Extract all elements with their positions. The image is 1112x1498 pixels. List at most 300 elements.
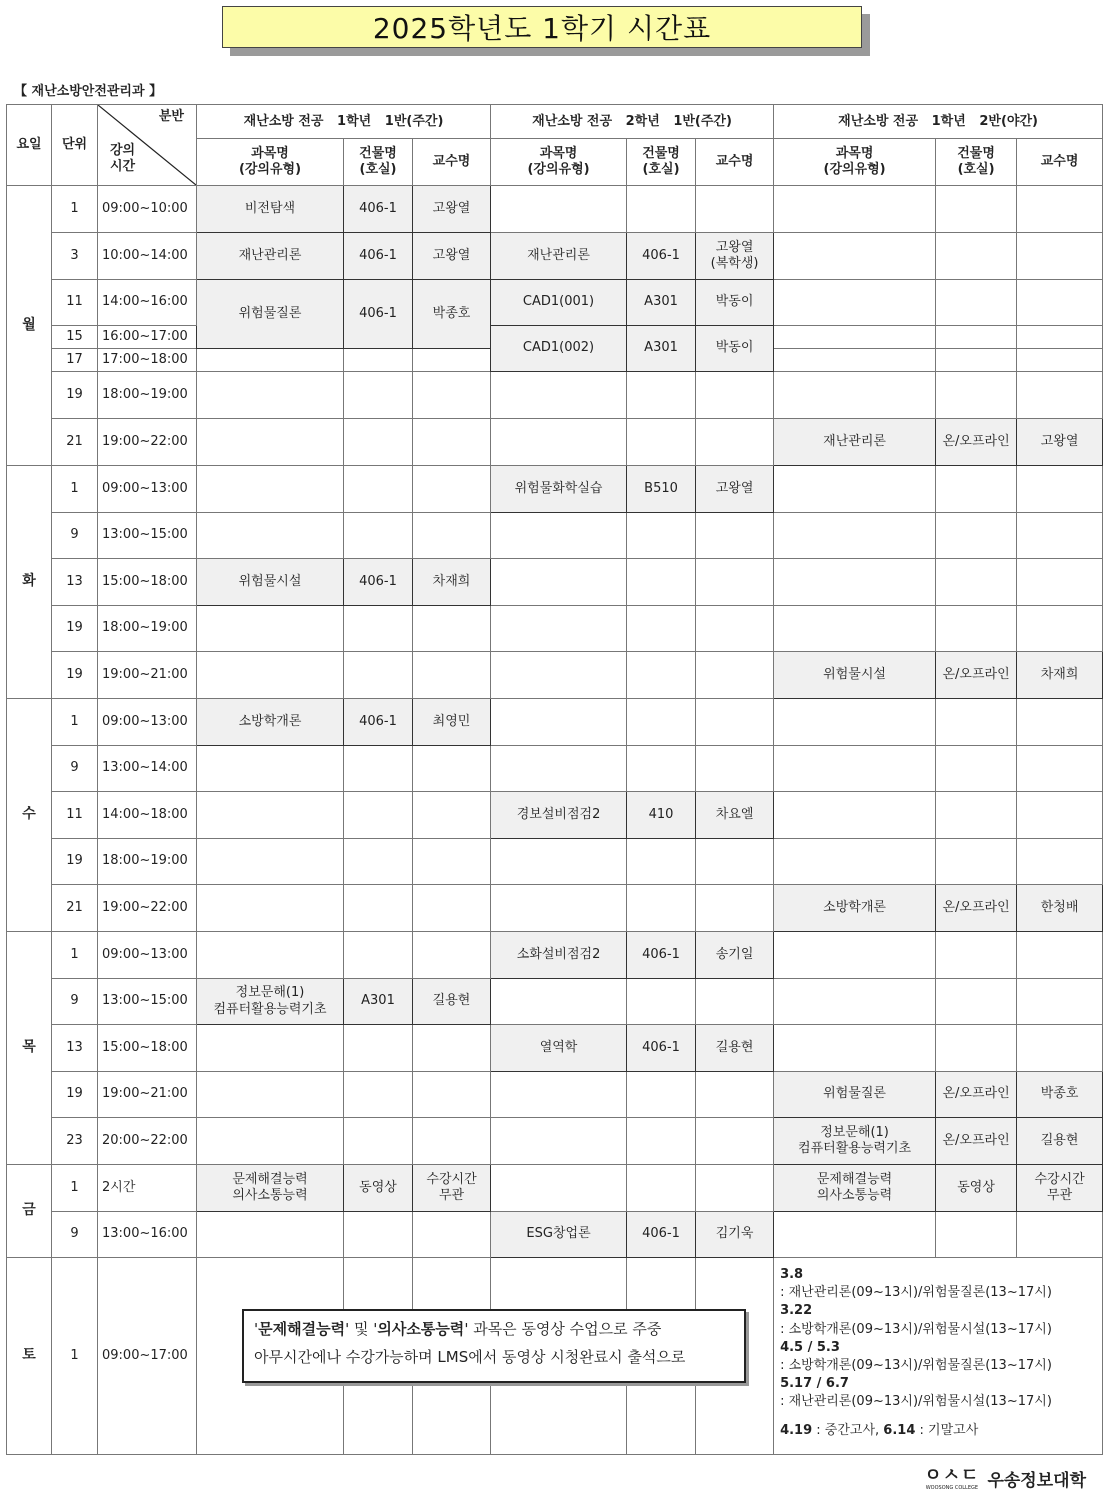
time-cell: 14:00~18:00 [98, 792, 197, 839]
group2-empty-cell [627, 839, 696, 885]
group1-prof-cell: 고왕열 [413, 186, 491, 233]
group2-room-cell: A301 [627, 280, 696, 326]
timetable-row [7, 1118, 1103, 1165]
timetable-row [7, 186, 1103, 233]
time-cell: 13:00~15:00 [98, 513, 197, 559]
room-header: 건물명 (호실) [627, 139, 696, 186]
group1-empty-cell [413, 839, 491, 885]
course-header: 과목명 (강의유형) [491, 139, 627, 186]
group2-empty-cell [491, 699, 627, 746]
time-cell: 19:00~21:00 [98, 652, 197, 699]
group1-empty-cell [197, 1072, 344, 1118]
group2-empty-cell [491, 979, 627, 1025]
group1-empty-cell [344, 1212, 413, 1258]
group3-empty-cell [1017, 932, 1103, 979]
group1-empty-cell [344, 466, 413, 513]
timetable-row [7, 466, 1103, 513]
saturday-note-detail: : 소방학개론(09~13시)/위험물시설(13~17시) [780, 1321, 1052, 1337]
room-header: 건물명 (호실) [344, 139, 413, 186]
exam-note-part: 4.19 [780, 1422, 813, 1438]
group2-room-cell: 406-1 [627, 932, 696, 979]
time-cell: 18:00~19:00 [98, 839, 197, 885]
timetable-row [7, 1165, 1103, 1212]
group3-empty-cell [1017, 186, 1103, 233]
group-header-3: 재난소방 전공 1학년 2반(야간) [774, 105, 1103, 139]
saturday-note-date: 5.17 / 6.7 [780, 1376, 849, 1392]
group1-empty-cell [197, 466, 344, 513]
group1-empty-cell [413, 1118, 491, 1165]
time-cell: 14:00~16:00 [98, 280, 197, 326]
video-course-notice [242, 1309, 746, 1383]
time-cell: 15:00~18:00 [98, 1025, 197, 1072]
group2-prof-cell: 차요엘 [696, 792, 774, 839]
group1-prof-cell: 길용현 [413, 979, 491, 1025]
group2-course-cell: 재난관리론 [491, 233, 627, 280]
group2-room-cell: 406-1 [627, 1025, 696, 1072]
unit-cell: 1 [52, 1258, 98, 1455]
group1-empty-cell [344, 746, 413, 792]
group1-course-cell: 비전탐색 [197, 186, 344, 233]
group1-prof-cell: 수강시간 무관 [413, 1165, 491, 1212]
group3-empty-cell [936, 233, 1017, 280]
group3-empty-cell [774, 699, 936, 746]
header-day: 요일 [7, 105, 52, 186]
group2-empty-cell [627, 652, 696, 699]
room-header: 건물명 (호실) [936, 139, 1017, 186]
group3-course-cell: 위험물시설 [774, 652, 936, 699]
time-cell: 2시간 [98, 1165, 197, 1212]
unit-cell: 19 [52, 372, 98, 419]
group1-course-cell: 위험물질론 [197, 280, 344, 349]
group1-empty-cell [344, 372, 413, 419]
group3-empty-cell [774, 839, 936, 885]
group3-empty-cell [936, 349, 1017, 372]
group2-empty-cell [627, 746, 696, 792]
unit-cell: 23 [52, 1118, 98, 1165]
group3-room-cell: 온/오프라인 [936, 1072, 1017, 1118]
group2-empty-cell [491, 885, 627, 932]
exam-note [780, 1422, 1098, 1440]
time-cell: 17:00~18:00 [98, 349, 197, 372]
group3-empty-cell [1017, 372, 1103, 419]
group3-empty-cell [936, 1025, 1017, 1072]
time-cell: 19:00~22:00 [98, 419, 197, 466]
group1-room-cell: 406-1 [344, 699, 413, 746]
group3-empty-cell [774, 280, 936, 326]
group2-empty-cell [627, 606, 696, 652]
group1-prof-cell: 차재희 [413, 559, 491, 606]
group3-empty-cell [774, 349, 936, 372]
group1-empty-cell [344, 839, 413, 885]
unit-cell: 1 [52, 699, 98, 746]
time-cell: 18:00~19:00 [98, 372, 197, 419]
group1-empty-cell [197, 885, 344, 932]
group2-prof-cell: 송기일 [696, 932, 774, 979]
timetable-row [7, 1212, 1103, 1258]
group3-empty-cell [1017, 1025, 1103, 1072]
group3-empty-cell [774, 326, 936, 349]
group3-empty-cell [936, 606, 1017, 652]
timetable-row [7, 699, 1103, 746]
group3-empty-cell [1017, 326, 1103, 349]
group1-empty-cell [197, 932, 344, 979]
group2-empty-cell [491, 1118, 627, 1165]
group1-room-cell: 406-1 [344, 280, 413, 349]
group1-empty-cell [413, 466, 491, 513]
group3-empty-cell [774, 1025, 936, 1072]
group3-prof-cell: 수강시간 무관 [1017, 1165, 1103, 1212]
group3-empty-cell [1017, 606, 1103, 652]
course-header: 과목명 (강의유형) [774, 139, 936, 186]
group3-empty-cell [774, 932, 936, 979]
group3-empty-cell [1017, 839, 1103, 885]
group2-empty-cell [491, 746, 627, 792]
group1-empty-cell [197, 652, 344, 699]
group2-empty-cell [696, 699, 774, 746]
group3-prof-cell: 한청배 [1017, 885, 1103, 932]
group1-empty-cell [413, 372, 491, 419]
saturday-note-date: 3.8 [780, 1267, 804, 1282]
notice-text: ' 및 ' [345, 1320, 378, 1338]
timetable-row [7, 606, 1103, 652]
group2-empty-cell [627, 699, 696, 746]
time-cell: 13:00~14:00 [98, 746, 197, 792]
group1-empty-cell [344, 419, 413, 466]
unit-cell: 21 [52, 885, 98, 932]
exam-note-part: : 기말고사 [915, 1422, 979, 1438]
timetable-row [7, 979, 1103, 1025]
group2-room-cell: B510 [627, 466, 696, 513]
day-label-fri: 금 [7, 1165, 52, 1258]
unit-cell: 11 [52, 792, 98, 839]
group3-empty-cell [936, 1212, 1017, 1258]
group1-empty-cell [344, 1025, 413, 1072]
group3-empty-cell [1017, 280, 1103, 326]
group2-empty-cell [627, 559, 696, 606]
group2-empty-cell [696, 559, 774, 606]
group3-empty-cell [1017, 233, 1103, 280]
saturday-note-detail: : 재난관리론(09~13시)/위험물시설(13~17시) [780, 1394, 1052, 1410]
group1-course-cell: 재난관리론 [197, 233, 344, 280]
group3-room-cell: 온/오프라인 [936, 885, 1017, 932]
group3-empty-cell [774, 233, 936, 280]
group1-room-cell: 406-1 [344, 186, 413, 233]
group2-empty-cell [627, 1072, 696, 1118]
group3-course-cell: 정보문해(1) 컴퓨터활용능력기초 [774, 1118, 936, 1165]
group2-empty-cell [627, 186, 696, 233]
unit-cell: 19 [52, 606, 98, 652]
group1-empty-cell [413, 1072, 491, 1118]
group3-empty-cell [774, 792, 936, 839]
group2-prof-cell: 김기욱 [696, 1212, 774, 1258]
group2-empty-cell [627, 419, 696, 466]
group2-empty-cell [696, 419, 774, 466]
unit-cell: 15 [52, 326, 98, 349]
group1-empty-cell [413, 419, 491, 466]
notice-bold-2: 의사소통능력 [377, 1320, 465, 1338]
timetable-row [7, 326, 1103, 349]
group1-course-cell: 소방학개론 [197, 699, 344, 746]
group1-empty-cell [344, 1118, 413, 1165]
group1-prof-cell: 박종호 [413, 280, 491, 349]
unit-cell: 1 [52, 932, 98, 979]
professor-header: 교수명 [1017, 139, 1103, 186]
group2-empty-cell [491, 419, 627, 466]
group2-empty-cell [696, 1118, 774, 1165]
exam-note-part: : 중간고사, [812, 1422, 884, 1438]
saturday-note-date: 3.22 [780, 1303, 813, 1319]
timetable-row [7, 233, 1103, 280]
saturday-note-detail: : 재난관리론(09~13시)/위험물질론(13~17시) [780, 1285, 1052, 1301]
group1-empty-cell [197, 1025, 344, 1072]
group1-empty-cell [413, 1212, 491, 1258]
group3-empty-cell [774, 466, 936, 513]
group2-course-cell: CAD1(002) [491, 326, 627, 372]
group2-room-cell: 406-1 [627, 233, 696, 280]
group1-course-cell: 정보문해(1) 컴퓨터활용능력기초 [197, 979, 344, 1025]
unit-cell: 19 [52, 839, 98, 885]
page-title: 2025학년도 1학기 시간표 [222, 6, 862, 48]
unit-cell: 19 [52, 1072, 98, 1118]
day-label-tue: 화 [7, 466, 52, 699]
group2-empty-cell [696, 513, 774, 559]
group1-empty-cell [413, 792, 491, 839]
group2-empty-cell [627, 513, 696, 559]
unit-cell: 9 [52, 746, 98, 792]
group3-empty-cell [1017, 792, 1103, 839]
group1-room-cell: 406-1 [344, 233, 413, 280]
group3-room-cell: 온/오프라인 [936, 1118, 1017, 1165]
group2-prof-cell: 길용현 [696, 1025, 774, 1072]
time-cell: 09:00~13:00 [98, 466, 197, 513]
header-diagonal [98, 105, 197, 186]
notice-text: ' 과목은 동영상 수업으로 주중 [464, 1320, 662, 1338]
group3-empty-cell [936, 466, 1017, 513]
group2-prof-cell: 고왕열 (복학생) [696, 233, 774, 280]
group2-empty-cell [491, 186, 627, 233]
group1-empty-cell [197, 606, 344, 652]
group2-empty-cell [627, 979, 696, 1025]
exam-note-part: 6.14 [883, 1422, 916, 1438]
timetable-row [7, 372, 1103, 419]
group3-prof-cell: 고왕열 [1017, 419, 1103, 466]
time-cell: 15:00~18:00 [98, 559, 197, 606]
group3-empty-cell [936, 513, 1017, 559]
group2-empty-cell [491, 606, 627, 652]
group1-empty-cell [413, 746, 491, 792]
time-cell: 09:00~13:00 [98, 699, 197, 746]
group2-empty-cell [696, 372, 774, 419]
saturday-notes [774, 1258, 1103, 1455]
group1-empty-cell [344, 1072, 413, 1118]
unit-cell: 1 [52, 186, 98, 233]
group-header-1: 재난소방 전공 1학년 1반(주간) [197, 105, 491, 139]
group1-course-cell: 위험물시설 [197, 559, 344, 606]
group2-course-cell: 위험물화학실습 [491, 466, 627, 513]
logo-mark-icon [924, 1464, 980, 1491]
unit-cell: 13 [52, 1025, 98, 1072]
header-bunban: 분반 [158, 109, 184, 124]
time-cell: 20:00~22:00 [98, 1118, 197, 1165]
day-label-wed: 수 [7, 699, 52, 932]
group3-empty-cell [774, 186, 936, 233]
course-header: 과목명 (강의유형) [197, 139, 344, 186]
unit-cell: 19 [52, 652, 98, 699]
time-cell: 10:00~14:00 [98, 233, 197, 280]
group1-empty-cell [413, 606, 491, 652]
group1-prof-cell: 최영민 [413, 699, 491, 746]
group3-empty-cell [936, 839, 1017, 885]
unit-cell: 21 [52, 419, 98, 466]
header-unit: 단위 [52, 105, 98, 186]
group1-empty-cell [197, 419, 344, 466]
group2-course-cell: CAD1(001) [491, 280, 627, 326]
group2-room-cell: A301 [627, 326, 696, 372]
unit-cell: 9 [52, 513, 98, 559]
group2-empty-cell [696, 746, 774, 792]
group3-empty-cell [1017, 513, 1103, 559]
day-label-mon: 월 [7, 186, 52, 466]
time-cell: 13:00~15:00 [98, 979, 197, 1025]
group1-empty-cell [413, 932, 491, 979]
group1-empty-cell [344, 513, 413, 559]
group3-prof-cell: 박종호 [1017, 1072, 1103, 1118]
group3-empty-cell [1017, 979, 1103, 1025]
group2-empty-cell [491, 1072, 627, 1118]
group2-room-cell: 410 [627, 792, 696, 839]
group-header-2: 재난소방 전공 2학년 1반(주간) [491, 105, 774, 139]
group1-empty-cell [197, 1118, 344, 1165]
group1-empty-cell [344, 606, 413, 652]
group3-course-cell: 문제해결능력 의사소통능력 [774, 1165, 936, 1212]
notice-line-1 [254, 1315, 734, 1343]
logo-mark: ㅇㅅㄷ [924, 1464, 980, 1486]
group3-empty-cell [936, 186, 1017, 233]
title-banner [222, 6, 862, 48]
group2-course-cell: 경보설비점검2 [491, 792, 627, 839]
timetable-row [7, 280, 1103, 326]
time-cell: 09:00~13:00 [98, 932, 197, 979]
group1-empty-cell [197, 513, 344, 559]
group2-empty-cell [627, 1165, 696, 1212]
group2-prof-cell: 박동이 [696, 280, 774, 326]
time-cell: 09:00~10:00 [98, 186, 197, 233]
group3-empty-cell [936, 932, 1017, 979]
group1-course-cell: 문제해결능력 의사소통능력 [197, 1165, 344, 1212]
group3-empty-cell [936, 372, 1017, 419]
timetable-row [7, 1072, 1103, 1118]
college-name: 우송정보대학 [987, 1471, 1086, 1491]
group3-empty-cell [1017, 1212, 1103, 1258]
group2-empty-cell [491, 652, 627, 699]
logo-sub: WOOSONG COLLEGE [925, 1484, 979, 1491]
notice-bold-1: 문제해결능력 [258, 1320, 346, 1338]
department-label: 【 재난소방안전관리과 】 [14, 84, 163, 99]
group2-empty-cell [491, 839, 627, 885]
group2-empty-cell [491, 559, 627, 606]
group2-empty-cell [696, 839, 774, 885]
group1-empty-cell [413, 349, 491, 372]
group1-empty-cell [344, 792, 413, 839]
group1-empty-cell [344, 932, 413, 979]
timetable-row [7, 652, 1103, 699]
day-label-thu: 목 [7, 932, 52, 1165]
group3-course-cell: 재난관리론 [774, 419, 936, 466]
professor-header: 교수명 [413, 139, 491, 186]
group3-empty-cell [936, 979, 1017, 1025]
unit-cell: 1 [52, 1165, 98, 1212]
group2-empty-cell [696, 606, 774, 652]
group1-empty-cell [344, 349, 413, 372]
group2-course-cell: ESG창업론 [491, 1212, 627, 1258]
group2-empty-cell [696, 652, 774, 699]
group2-room-cell: 406-1 [627, 1212, 696, 1258]
group3-room-cell: 동영상 [936, 1165, 1017, 1212]
group3-empty-cell [774, 559, 936, 606]
timetable-row [7, 746, 1103, 792]
group2-prof-cell: 고왕열 [696, 466, 774, 513]
group2-empty-cell [491, 372, 627, 419]
group1-room-cell: A301 [344, 979, 413, 1025]
saturday-note-detail: : 소방학개론(09~13시)/위험물질론(13~17시) [780, 1357, 1052, 1373]
group1-empty-cell [413, 652, 491, 699]
group1-empty-cell [344, 885, 413, 932]
timetable-row [7, 419, 1103, 466]
group2-empty-cell [627, 372, 696, 419]
unit-cell: 9 [52, 1212, 98, 1258]
header-lecture-time: 강의 시간 [110, 143, 136, 174]
group2-empty-cell [696, 979, 774, 1025]
group1-empty-cell [197, 839, 344, 885]
timetable-row [7, 792, 1103, 839]
timetable-row [7, 885, 1103, 932]
group1-room-cell: 동영상 [344, 1165, 413, 1212]
group3-empty-cell [936, 559, 1017, 606]
group3-empty-cell [774, 1212, 936, 1258]
group3-empty-cell [1017, 559, 1103, 606]
group3-empty-cell [936, 326, 1017, 349]
time-cell: 19:00~21:00 [98, 1072, 197, 1118]
group2-prof-cell: 박동이 [696, 326, 774, 372]
unit-cell: 9 [52, 979, 98, 1025]
notice-line-2: 아무시간에나 수강가능하며 LMS에서 동영상 시청완료시 출석으로 [254, 1348, 686, 1366]
group3-room-cell: 온/오프라인 [936, 652, 1017, 699]
group3-empty-cell [1017, 466, 1103, 513]
unit-cell: 11 [52, 280, 98, 326]
group2-empty-cell [491, 513, 627, 559]
group3-empty-cell [936, 699, 1017, 746]
group2-course-cell: 소화설비점검2 [491, 932, 627, 979]
group2-course-cell: 열역학 [491, 1025, 627, 1072]
group2-empty-cell [627, 885, 696, 932]
timetable-row [7, 839, 1103, 885]
group1-empty-cell [197, 349, 344, 372]
group3-empty-cell [1017, 699, 1103, 746]
time-cell: 13:00~16:00 [98, 1212, 197, 1258]
professor-header: 교수명 [696, 139, 774, 186]
time-cell: 19:00~22:00 [98, 885, 197, 932]
group2-empty-cell [696, 885, 774, 932]
group3-prof-cell: 길용현 [1017, 1118, 1103, 1165]
group1-empty-cell [413, 1025, 491, 1072]
group1-prof-cell: 고왕열 [413, 233, 491, 280]
group2-empty-cell [491, 1165, 627, 1212]
group3-empty-cell [936, 746, 1017, 792]
group3-empty-cell [936, 280, 1017, 326]
group2-empty-cell [627, 1118, 696, 1165]
group1-empty-cell [413, 513, 491, 559]
college-logo [924, 1466, 1086, 1491]
